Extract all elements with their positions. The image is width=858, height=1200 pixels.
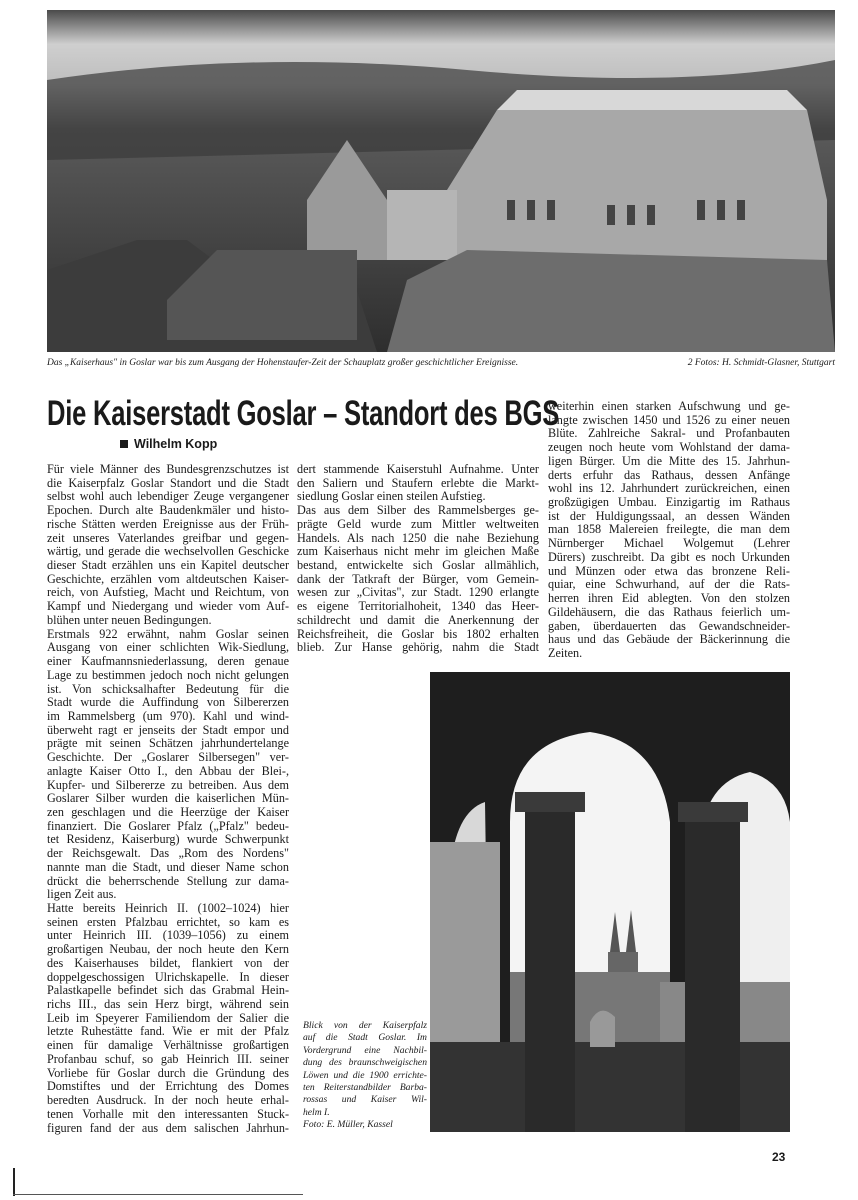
author-name: Wilhelm Kopp <box>134 437 218 451</box>
text-line: der Reichsgewalt. Das „Rom des Nordens" <box>47 846 289 861</box>
text-line: tenen Vorhalle mit den interessanten Stuck- <box>47 1106 289 1121</box>
text-line: Erstmals 922 erwähnt, nahm Goslar seinen <box>47 626 289 641</box>
text-line: Ausgang von einer schlichten Wik-Siedlung, <box>47 640 289 655</box>
caption-line: helm I. <box>303 1106 330 1118</box>
photo-kaiserhaus-goslar <box>47 10 835 352</box>
text-line: Epochen. Durch alte Baudenkmäler und histo- <box>47 503 289 518</box>
photo-arcade-image <box>430 672 790 1132</box>
text-line: es eigene Territorialhoheit, 1340 das Heer- <box>297 599 539 614</box>
text-line: Für viele Männer des Bundesgrenzschutzes ist <box>47 462 289 476</box>
text-line: ligen Zeit aus. <box>47 887 117 902</box>
text-line: ligen Bürger. Um die Mitte des 15. Jahrhun- <box>548 453 790 468</box>
text-line: doppelgeschossigen Ulrichskapelle. In dieser <box>47 969 289 984</box>
text-line: Geschichte, erzählen vom altdeutschen Kaiser- <box>47 571 289 586</box>
caption-line: rossas und Kaiser Wil- <box>303 1094 427 1106</box>
text-line: anlagte Kaiser Otto I., den Abbau der Blei-, <box>47 763 289 778</box>
text-line: herren ihren Eid ablegten. Von den stolzen <box>548 591 790 606</box>
text-line: Leib im Speyerer Familiendom der Salier die <box>47 1010 289 1025</box>
text-line: quiar, eine Schwurhand, auf der die Rats- <box>548 577 790 592</box>
text-line: wohl ins 12. Jahrhundert zurückreichen, einen <box>548 481 790 496</box>
photo-blick-von-kaiserpfalz <box>430 672 790 1132</box>
caption-line: Vordergrund eine Nachbil- <box>303 1044 427 1056</box>
text-line: einen für damalige Verhältnisse großartigen <box>47 1038 289 1053</box>
page-number: 23 <box>772 1150 786 1164</box>
text-line: großartigen Neubau, der noch heute den Kern <box>47 942 289 957</box>
photo-credit-bottom: Foto: E. Müller, Kassel <box>303 1119 393 1131</box>
text-line: den Saliern und Staufern erlebte die Markt- <box>297 475 539 490</box>
text-line: reich, von Aufstieg, Macht und Reichtum, von <box>47 585 289 600</box>
text-line: man 1858 Malereien freilegte, die man dem <box>548 522 790 537</box>
text-line: überweht ragt er jenseits der Stadt empor und <box>47 722 289 737</box>
text-line: selbst wohl auch lebendiger Zeuge vergangener <box>47 489 289 504</box>
text-line: Nürnberger Michael Wolgemut (Lehrer <box>548 536 790 551</box>
text-line: blühen unter neuen Bedingungen. <box>47 612 212 627</box>
text-line: weiterhin einen starken Aufschwung und ge- <box>548 399 790 413</box>
text-line: schildrecht und damit die Anerkennung der <box>297 612 539 627</box>
text-line: dert stammende Kaiserstuhl Aufnahme. Unter <box>297 462 539 476</box>
text-line: nannte man die Stadt, und dieser Name schon <box>47 859 289 874</box>
text-line: Dürers) zuschreibt. Da gibt es noch Urkunden <box>548 549 790 564</box>
article-column-3 <box>548 400 790 661</box>
text-line: wesen zur „Civitas", zur Stadt. 1290 erlangte <box>297 585 539 600</box>
photo-caption-top: Das „Kaiserhaus" in Goslar war bis zum Ausgang der Hohenstaufer-Zeit der Schauplatz großer geschichtlicher Ereignisse. <box>47 358 519 368</box>
text-line: einer Kaufmannsniederlassung, deren genaue <box>47 654 289 669</box>
text-line: Reichsfreiheit, die Goslar bis 1802 erhalten <box>297 626 539 641</box>
text-line: letzte Ruhestätte fand. Wie er mit der Pfalz <box>47 1024 289 1039</box>
article-column-1 <box>47 463 289 1135</box>
text-line: Domstiftes und der Errichtung des Domes <box>47 1079 289 1094</box>
text-line: Kampf und Niedergang und wieder vom Auf- <box>47 599 289 614</box>
text-line: im Rammelsberg (um 970). Kahl und wind- <box>47 708 289 723</box>
text-line: Gildehäusern, die das Rathaus feierlich um- <box>548 604 790 619</box>
text-line: prägte mit seinen Schätzen jahrhundertelange <box>47 736 289 751</box>
caption-lines <box>303 1020 427 1119</box>
text-line: ist. Von schicksalhafter Bedeutung für die <box>47 681 289 696</box>
text-line: zen geschlagen und die Heerzüge der Kaiser <box>47 804 289 819</box>
text-line: Profanbau schuf, so gab Heinrich III. seiner <box>47 1051 289 1066</box>
photo-caption-bottom <box>303 1020 427 1132</box>
text-line: zeit unseres Vaterlandes greifbar und gegen- <box>47 530 289 545</box>
text-line: figuren fand der aus dem salischen Jahrhun- <box>47 1120 289 1135</box>
text-line: haus und das Gebäude der Bäckerinnung die <box>548 632 790 647</box>
article-byline <box>120 437 217 451</box>
text-line: beredten Ausdruck. In der noch heute erhal- <box>47 1093 289 1108</box>
text-line: seinen ersten Pfalzbau errichtet, so kam es <box>47 914 289 929</box>
caption-line: dung des braunschweigischen <box>303 1057 427 1069</box>
text-line: gaben, überdauerten das Gewandschneider- <box>548 618 790 633</box>
text-line: großzügigen Umbau. Einzigartig im Rathaus <box>548 495 790 510</box>
text-line: Blüte. Zahlreiche Sakral- und Profanbauten <box>548 426 790 441</box>
caption-line: auf die Stadt Goslar. Im <box>303 1032 427 1044</box>
text-line: Palastkapelle befindet sich das Grabmal Hein- <box>47 983 289 998</box>
text-line: Das aus dem Silber des Rammelsberges ge- <box>297 503 539 518</box>
text-line: wärtig, und gerade die wechselvollen Geschicke <box>47 544 289 559</box>
article-column-2 <box>297 463 539 655</box>
caption-line: Blick von der Kaiserpfalz <box>303 1020 427 1031</box>
square-bullet-icon <box>120 440 128 448</box>
text-line: des Kaiserhauses bildet, flankiert von der <box>47 955 289 970</box>
text-line: tet Residenz, Kaiserburg) wurde Schwerpunkt <box>47 832 289 847</box>
text-line: die Kaiserpfalz Goslar Standort und die Stadt <box>47 475 289 490</box>
text-line: Handels. Als nach 1250 die nahe Beziehung <box>297 530 539 545</box>
text-line: zum Kaiserhaus nicht mehr im gleichen Maße <box>297 544 539 559</box>
margin-rule-horizontal <box>13 1194 303 1195</box>
caption-line: ten Reiterstandbilder Barba- <box>303 1082 427 1094</box>
text-line: Zeiten. <box>548 645 583 660</box>
caption-line: Löwen und die 1900 errichte- <box>303 1069 427 1081</box>
text-line: Vorliebe für Goslar durch die Gründung des <box>47 1065 289 1080</box>
text-line: langte zwischen 1450 und 1526 zu einer neuen <box>548 412 790 427</box>
text-line: derts erfuhr das Rathaus, dessen Anfänge <box>548 467 790 482</box>
text-line: rische Stätten werden Ereignisse aus der Früh- <box>47 516 289 531</box>
text-line: siedlung Goslar einen steilen Aufstieg. <box>297 489 486 504</box>
text-line: dank der Tatkraft der Bürger, vom Gemein- <box>297 571 539 586</box>
photo-credit-top: 2 Fotos: H. Schmidt-Glasner, Stuttgart <box>687 358 835 368</box>
text-line: und Münzen oder etwa das bronzene Reli- <box>548 563 790 578</box>
margin-rule-vertical <box>13 1168 15 1196</box>
text-line: Stadt wurde die Auffindung von Silbererzen <box>47 695 289 710</box>
text-line: prägte Geld wurde zum Mittler weltweiten <box>297 516 539 531</box>
text-line: Goslarer Silber wurden die kaiserlichen Mün- <box>47 791 289 806</box>
photo-kaiserhaus-image <box>47 10 835 352</box>
text-line: Hatte bereits Heinrich II. (1002–1024) hier <box>47 901 289 915</box>
text-line: Lage zu bestimmen jedoch noch nicht gelungen <box>47 667 289 682</box>
text-line: Geschichte. Der „Goslarer Silbersegen" ver- <box>47 750 289 765</box>
text-line: blieb. Zur Hanse gehörig, nahm die Stadt <box>297 640 539 655</box>
text-line: Kupfer- und Silbererze zu betreiben. Aus dem <box>47 777 289 792</box>
text-line: richs III., das sein Herz birgt, während sein <box>47 997 289 1012</box>
article-headline: Die Kaiserstadt Goslar – Standort des BGS <box>47 394 560 433</box>
text-line: drückt die beherrschende Stellung zur dama- <box>47 873 289 888</box>
text-line: dieser Stadt erzählen uns ein Kapitel deutscher <box>47 558 289 573</box>
text-line: finanziert. Die Goslarer Pfalz („Pfalz" bedeu- <box>47 818 289 833</box>
text-line: bestand, entwickelte sich Goslar allmählich, <box>297 558 539 573</box>
text-line: unter Heinrich III. (1039–1056) zu einem <box>47 928 289 943</box>
text-line: ist der Huldigungssaal, an dessen Wänden <box>548 508 790 523</box>
text-line: zeugen noch heute vom Wohlstand der dama- <box>548 440 790 455</box>
